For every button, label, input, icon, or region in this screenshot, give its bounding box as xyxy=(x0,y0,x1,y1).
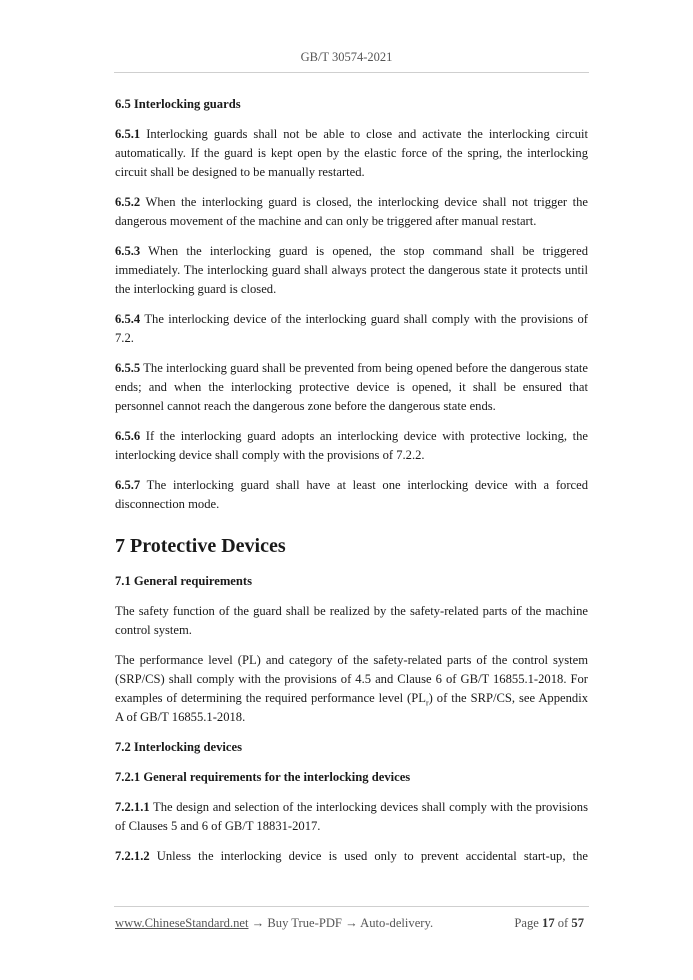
clause-number: 6.5.5 xyxy=(115,361,141,375)
page-indicator xyxy=(514,916,584,931)
heading-6-5: 6.5 Interlocking guards xyxy=(115,97,241,111)
clause-number: 6.5.2 xyxy=(115,195,141,209)
clause-text: The interlocking device of the interlocking guard shall comply with the provisions of 7.2. xyxy=(115,312,588,345)
paragraph-text: The performance level (PL) and category of the safety-related parts of the control system (SRP/CS) shall comply with the provisions of 4.5 and Clause 6 of GB/T 16855.1-2018. For examples of determining the required performance level (PL xyxy=(115,653,588,705)
paragraph-text: ) of the SRP/CS, see Appendix A of GB/T 16855.1-2018. xyxy=(115,691,588,724)
clause-number: 6.5.1 xyxy=(115,127,141,141)
clause-text: Unless the interlocking device is used only to prevent accidental start-up, the xyxy=(149,849,588,863)
clause-6-5-1 xyxy=(115,125,588,182)
heading-7: 7 Protective Devices xyxy=(115,535,286,557)
page-total: 57 xyxy=(571,916,584,930)
clause-6-5-6 xyxy=(115,427,588,465)
clause-6-5-7 xyxy=(115,476,588,514)
footer-divider xyxy=(114,906,589,907)
paragraph-7-1-a: The safety function of the guard shall be realized by the safety-related parts of the machine control system. xyxy=(115,604,588,637)
arrow-icon: → xyxy=(248,916,268,930)
clause-number: 7.2.1.1 xyxy=(115,800,150,814)
clause-number: 7.2.1.2 xyxy=(115,849,150,863)
page-body xyxy=(115,95,588,877)
page-label: Page xyxy=(514,916,543,930)
heading-7-1: 7.1 General requirements xyxy=(115,574,252,588)
of-label: of xyxy=(554,916,572,930)
clause-6-5-5 xyxy=(115,359,588,416)
clause-text: If the interlocking guard adopts an interlocking device with protective locking, the interlocking device shall comply with the provisions of 7.2.2. xyxy=(115,429,588,462)
clause-text: The interlocking guard shall have at least one interlocking device with a forced disconnection mode. xyxy=(115,478,588,511)
clause-number: 6.5.4 xyxy=(115,312,141,326)
clause-text: The design and selection of the interlocking devices shall comply with the provisions of Clauses 5 and 6 of GB/T 18831-2017. xyxy=(115,800,588,833)
clause-7-2-1-1 xyxy=(115,798,588,836)
arrow-icon: → xyxy=(341,916,361,930)
auto-delivery-text: Auto-delivery. xyxy=(360,916,434,930)
clause-text: When the interlocking guard is closed, the interlocking device shall not trigger the dangerous movement of the machine and can only be triggered after manual restart. xyxy=(115,195,588,228)
clause-text: When the interlocking guard is opened, the stop command shall be triggered immediately. The interlocking guard shall always protect the dangerous state it protects until the interlocking guard is closed. xyxy=(115,244,588,296)
clause-text: The interlocking guard shall be prevented from being opened before the dangerous state ends; and when the interlocking protective device is opened, it shall be ensured that personnel cannot reach the dangerous zone before the dangerous state ends. xyxy=(115,361,588,413)
heading-7-2: 7.2 Interlocking devices xyxy=(115,740,242,754)
clause-6-5-2 xyxy=(115,193,588,231)
clause-7-2-1-2 xyxy=(115,847,588,866)
subscript: r xyxy=(425,698,429,708)
footer-links xyxy=(115,916,433,931)
clause-text: Interlocking guards shall not be able to close and activate the interlocking circuit automatically. If the guard is kept open by the elastic force of the spring, the interlocking circuit shall be designed to be manually restarted. xyxy=(115,127,588,179)
page-header-title: GB/T 30574-2021 xyxy=(300,50,393,64)
clause-number: 6.5.3 xyxy=(115,244,141,258)
header-divider xyxy=(114,72,589,73)
clause-number: 6.5.6 xyxy=(115,429,141,443)
paragraph-7-1-b xyxy=(115,651,588,727)
clause-number: 6.5.7 xyxy=(115,478,141,492)
buy-pdf-text: Buy True-PDF xyxy=(267,916,342,930)
heading-7-2-1: 7.2.1 General requirements for the interlocking devices xyxy=(115,770,411,784)
clause-6-5-4 xyxy=(115,310,588,348)
chinesestandard-link[interactable]: www.ChineseStandard.net xyxy=(115,916,249,930)
page-number: 17 xyxy=(542,916,555,930)
clause-6-5-3 xyxy=(115,242,588,299)
